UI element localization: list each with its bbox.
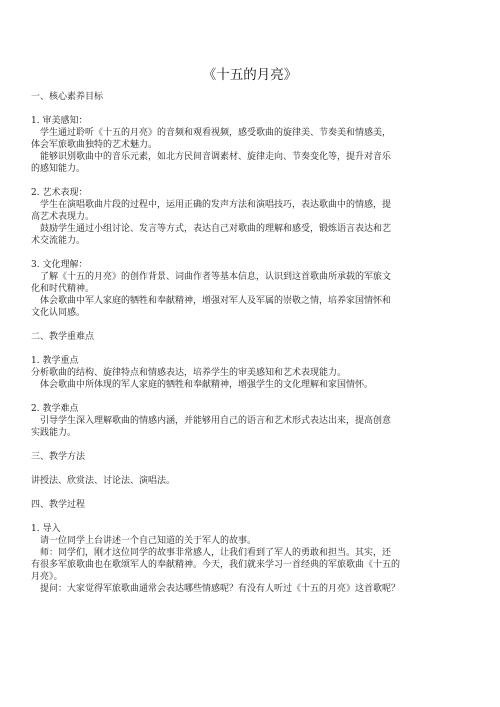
paragraph-line: 能够识别歌曲中的音乐元素，如北方民间音调素材、旋律走向、节奏变化等，提升对音乐 (40, 152, 392, 162)
section-heading-methods: 三、教学方法 (31, 452, 86, 462)
subheading-introduction: 1. 导入 (31, 524, 61, 534)
paragraph-line: 了解《十五的月亮》的创作背景、词曲作者等基本信息，认识到这首歌曲所承载的军旅文 (40, 272, 392, 282)
subheading-culture: 3. 文化理解： (31, 260, 88, 270)
paragraph-line: 实践能力。 (31, 428, 77, 438)
paragraph-line: 学生在演唱歌曲片段的过程中，运用正确的发声方法和演唱技巧，表达歌曲中的情感，提 (40, 200, 392, 210)
subheading-difficulty: 2. 教学难点 (31, 404, 79, 414)
section-heading-process: 四、教学过程 (31, 500, 86, 510)
section-heading-key-points: 二、教学重难点 (31, 332, 95, 342)
paragraph-line: 鼓励学生通过小组讨论、发言等方式，表达自己对歌曲的理解和感受，锻炼语言表达和艺 (40, 224, 392, 234)
paragraph-line: 师：同学们，刚才这位同学的故事非常感人，让我们看到了军人的勇敢和担当。其实，还 (40, 548, 392, 558)
paragraph-line: 文化认同感。 (31, 308, 86, 318)
subheading-aesthetic: 1. 审美感知： (31, 116, 88, 126)
document-title: 《十五的月亮》 (202, 67, 298, 83)
paragraph-line: 化和时代精神。 (31, 284, 95, 294)
paragraph-line: 的感知能力。 (31, 164, 86, 174)
paragraph-line: 请一位同学上台讲述一个自己知道的关于军人的故事。 (40, 536, 257, 546)
paragraph-line: 引导学生深入理解歌曲的情感内涵，并能够用自己的语言和艺术形式表达出来，提高创意 (40, 416, 392, 426)
section-heading-objectives: 一、核心素养目标 (31, 92, 104, 102)
paragraph-line: 学生通过聆听《十五的月亮》的音频和观看视频，感受歌曲的旋律美、节奏美和情感美， (40, 128, 392, 138)
paragraph-line: 分析歌曲的结构、旋律特点和情感表达，培养学生的审美感知和艺术表现能力。 (31, 368, 347, 378)
subheading-key-point: 1. 教学重点 (31, 356, 79, 366)
paragraph-line: 体会歌曲中所体现的军人家庭的牺牲和奉献精神，增强学生的文化理解和家国情怀。 (40, 380, 374, 390)
paragraph-line: 高艺术表现力。 (31, 212, 95, 222)
subheading-art-expression: 2. 艺术表现： (31, 188, 88, 198)
paragraph-line: 提问：大家觉得军旅歌曲通常会表达哪些情感呢？有没有人听过《十五的月亮》这首歌呢？ (40, 584, 401, 594)
paragraph-line: 体会歌曲中军人家庭的牺牲和奉献精神，增强对军人及军属的崇敬之情，培养家国情怀和 (40, 296, 392, 306)
paragraph-line: 有很多军旅歌曲也在歌颂军人的奉献精神。今天，我们就来学习一首经典的军旅歌曲《十五的 (31, 560, 401, 570)
paragraph-line: 术交流能力。 (31, 236, 86, 246)
paragraph-line: 体会军旅歌曲独特的艺术魅力。 (31, 140, 158, 150)
paragraph-line: 月亮》。 (31, 572, 63, 582)
paragraph-line: 讲授法、欣赏法、讨论法、演唱法。 (31, 476, 176, 486)
